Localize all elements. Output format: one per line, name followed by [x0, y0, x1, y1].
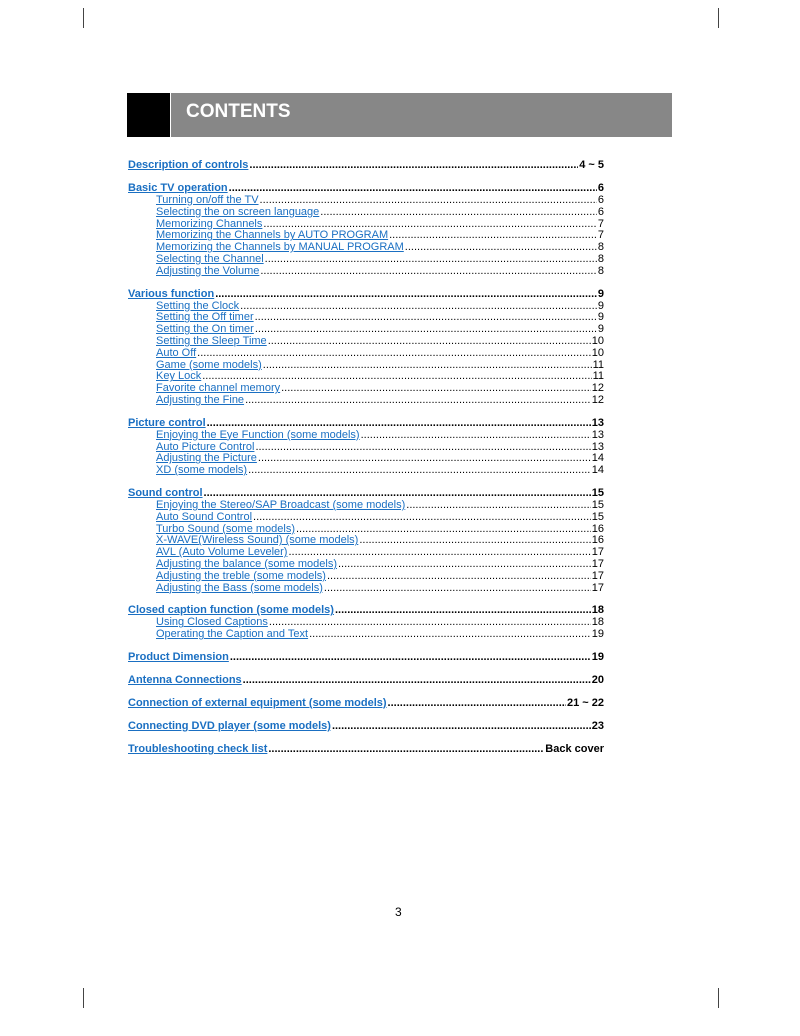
toc-item-link[interactable]: Adjusting the treble (some models) — [156, 569, 326, 582]
toc-heading-link[interactable]: Various function — [128, 287, 215, 300]
toc-item — [128, 559, 604, 571]
page-ref: 7 — [597, 217, 604, 230]
dot-leader — [240, 301, 597, 313]
toc-item — [128, 266, 604, 278]
toc-heading-link[interactable]: Connecting DVD player (some models) — [128, 719, 331, 732]
dot-leader — [207, 418, 591, 430]
page-ref: 14 — [591, 452, 604, 465]
page-ref: 9 — [597, 323, 604, 336]
page-ref: 23 — [591, 719, 604, 732]
toc-item-link[interactable]: Memorizing Channels — [156, 217, 263, 230]
page-ref: 12 — [591, 393, 604, 406]
page-ref: 8 — [597, 264, 604, 277]
crop-mark — [83, 988, 84, 1008]
toc-heading-link[interactable]: Antenna Connections — [128, 673, 242, 686]
toc-item-link[interactable]: Auto Off — [156, 346, 197, 359]
toc-section — [128, 160, 604, 172]
dot-leader — [327, 571, 591, 583]
dot-leader — [268, 336, 591, 348]
toc-item — [128, 336, 604, 348]
page-ref: 9 — [597, 287, 604, 300]
dot-leader — [215, 289, 597, 301]
toc-item — [128, 465, 604, 477]
page-ref: 9 — [597, 311, 604, 324]
toc-heading-link[interactable]: Basic TV operation — [128, 182, 228, 194]
toc-item — [128, 395, 604, 407]
page-title: CONTENTS — [186, 101, 291, 122]
dot-leader — [338, 559, 591, 571]
dot-leader — [405, 242, 597, 254]
dot-leader — [281, 383, 591, 395]
toc-item-link[interactable]: Setting the Off timer — [156, 311, 254, 324]
page-ref: 6 — [597, 182, 604, 194]
dot-leader — [269, 617, 591, 629]
dot-leader — [335, 605, 591, 617]
page-ref: 11 — [592, 370, 604, 383]
page-ref: 8 — [597, 252, 604, 265]
toc-heading — [128, 289, 604, 301]
toc-item-link[interactable]: Turbo Sound (some models) — [156, 522, 295, 535]
toc-section — [128, 488, 604, 594]
toc-heading-link[interactable]: Sound control — [128, 486, 203, 499]
page-ref: 4 ~ 5 — [579, 159, 604, 171]
toc-item-link[interactable]: Enjoying the Stereo/SAP Broadcast (some models) — [156, 498, 406, 511]
toc-section — [128, 675, 604, 687]
page-ref: 17 — [591, 546, 604, 559]
toc-heading — [128, 418, 604, 430]
toc-item-link[interactable]: Auto Picture Control — [156, 440, 255, 453]
toc-item-link[interactable]: Memorizing the Channels by AUTO PROGRAM — [156, 229, 389, 242]
toc-heading — [128, 721, 604, 733]
toc-section — [128, 605, 604, 641]
toc-item-link[interactable]: Adjusting the Volume — [156, 264, 260, 277]
page-ref: 10 — [591, 346, 604, 359]
toc-item — [128, 254, 604, 266]
dot-leader — [265, 254, 597, 266]
toc-heading — [128, 652, 604, 664]
page-ref: 12 — [591, 382, 604, 395]
toc-item-link[interactable]: Auto Sound Control — [156, 510, 253, 523]
toc-heading — [128, 675, 604, 687]
dot-leader — [253, 512, 591, 524]
toc-item-link[interactable]: Setting the Sleep Time — [156, 334, 267, 347]
dot-leader — [361, 430, 591, 442]
toc-item-link[interactable]: Enjoying the Eye Function (some models) — [156, 428, 360, 441]
toc-item — [128, 207, 604, 219]
page-ref: 18 — [591, 616, 604, 629]
page-ref: 11 — [592, 358, 604, 371]
toc-item-link[interactable]: Key Lock — [156, 370, 202, 383]
toc-item-link[interactable]: Selecting the on screen language — [156, 205, 320, 218]
page-ref: 16 — [591, 522, 604, 535]
page-ref: 21 ~ 22 — [566, 696, 604, 709]
toc-heading-link[interactable]: Connection of external equipment (some models) — [128, 696, 387, 709]
toc-heading-link[interactable]: Troubleshooting check list — [128, 742, 268, 755]
toc-item — [128, 500, 604, 512]
page-ref: 20 — [591, 673, 604, 686]
dot-leader — [243, 675, 591, 687]
dot-leader — [320, 207, 597, 219]
dot-leader — [249, 160, 578, 172]
dot-leader — [245, 395, 591, 407]
toc-heading — [128, 744, 604, 756]
toc-item-link[interactable]: XD (some models) — [156, 464, 248, 477]
table-of-contents — [128, 160, 604, 756]
dot-leader — [309, 629, 591, 641]
page-number: 3 — [395, 905, 402, 919]
toc-item-link[interactable]: Setting the Clock — [156, 299, 240, 312]
toc-item-link[interactable]: Game (some models) — [156, 358, 262, 371]
dot-leader — [332, 721, 591, 733]
dot-leader — [255, 312, 597, 324]
toc-item-link[interactable]: Memorizing the Channels by MANUAL PROGRAM — [156, 241, 404, 254]
page-ref: 13 — [591, 440, 604, 453]
dot-leader — [204, 488, 591, 500]
toc-item-link[interactable]: Using Closed Captions — [156, 616, 268, 629]
toc-section — [128, 744, 604, 756]
page-ref: 15 — [591, 486, 604, 499]
page-ref: 13 — [591, 428, 604, 441]
header-block — [127, 93, 170, 137]
page-ref: 17 — [591, 557, 604, 570]
dot-leader — [324, 583, 591, 595]
dot-leader — [255, 442, 590, 454]
crop-mark — [83, 8, 84, 28]
dot-leader — [359, 535, 590, 547]
toc-item-link[interactable]: Favorite channel memory — [156, 382, 281, 395]
toc-item-link[interactable]: X-WAVE(Wireless Sound) (some models) — [156, 534, 359, 547]
dot-leader — [258, 453, 591, 465]
dot-leader — [230, 652, 591, 664]
toc-item-link[interactable]: Adjusting the Bass (some models) — [156, 581, 323, 594]
dot-leader — [389, 230, 597, 242]
toc-item — [128, 348, 604, 360]
page-ref: Back cover — [545, 742, 604, 755]
page-ref: 7 — [597, 229, 604, 242]
toc-item-link[interactable]: Selecting the Channel — [156, 252, 264, 265]
toc-item-link[interactable]: Adjusting the balance (some models) — [156, 557, 337, 570]
toc-heading-link[interactable]: Description of controls — [128, 159, 249, 171]
toc-item-link[interactable]: Adjusting the Fine — [156, 393, 245, 406]
toc-heading-link[interactable]: Picture control — [128, 416, 206, 429]
toc-item-link[interactable]: Setting the On timer — [156, 323, 254, 336]
crop-mark — [718, 988, 719, 1008]
toc-item-link[interactable]: AVL (Auto Volume Leveler) — [156, 546, 288, 559]
page-ref: 6 — [597, 194, 604, 206]
dot-leader — [260, 266, 597, 278]
toc-heading — [128, 160, 604, 172]
dot-leader — [229, 183, 597, 195]
toc-section — [128, 652, 604, 664]
dot-leader — [268, 744, 544, 756]
dot-leader — [255, 324, 597, 336]
page-ref: 19 — [591, 650, 604, 663]
page-ref: 17 — [591, 581, 604, 594]
page-ref: 14 — [591, 464, 604, 477]
dot-leader — [388, 698, 566, 710]
toc-item-link[interactable]: Operating the Caption and Text — [156, 628, 309, 641]
page-ref: 13 — [591, 416, 604, 429]
toc-item-link[interactable]: Turning on/off the TV — [156, 194, 259, 206]
toc-item — [128, 583, 604, 595]
page-ref: 15 — [591, 498, 604, 511]
page-ref: 8 — [597, 241, 604, 254]
page-ref: 19 — [591, 628, 604, 641]
toc-heading-link[interactable]: Closed caption function (some models) — [128, 604, 334, 617]
dot-leader — [263, 360, 592, 372]
toc-item — [128, 629, 604, 641]
toc-item — [128, 430, 604, 442]
toc-item — [128, 512, 604, 524]
toc-section — [128, 721, 604, 733]
page-ref: 9 — [597, 299, 604, 312]
dot-leader — [197, 348, 591, 360]
toc-heading — [128, 698, 604, 710]
toc-section — [128, 183, 604, 278]
toc-section — [128, 698, 604, 710]
page-ref: 6 — [597, 205, 604, 218]
toc-heading-link[interactable]: Product Dimension — [128, 650, 229, 663]
page-ref: 15 — [591, 510, 604, 523]
page-ref: 10 — [591, 334, 604, 347]
page-ref: 18 — [591, 604, 604, 617]
dot-leader — [248, 465, 591, 477]
crop-mark — [718, 8, 719, 28]
page-ref: 17 — [591, 569, 604, 582]
toc-item-link[interactable]: Adjusting the Picture — [156, 452, 257, 465]
dot-leader — [406, 500, 590, 512]
toc-section — [128, 418, 604, 477]
toc-item — [128, 571, 604, 583]
page-ref: 16 — [591, 534, 604, 547]
toc-section — [128, 289, 604, 407]
